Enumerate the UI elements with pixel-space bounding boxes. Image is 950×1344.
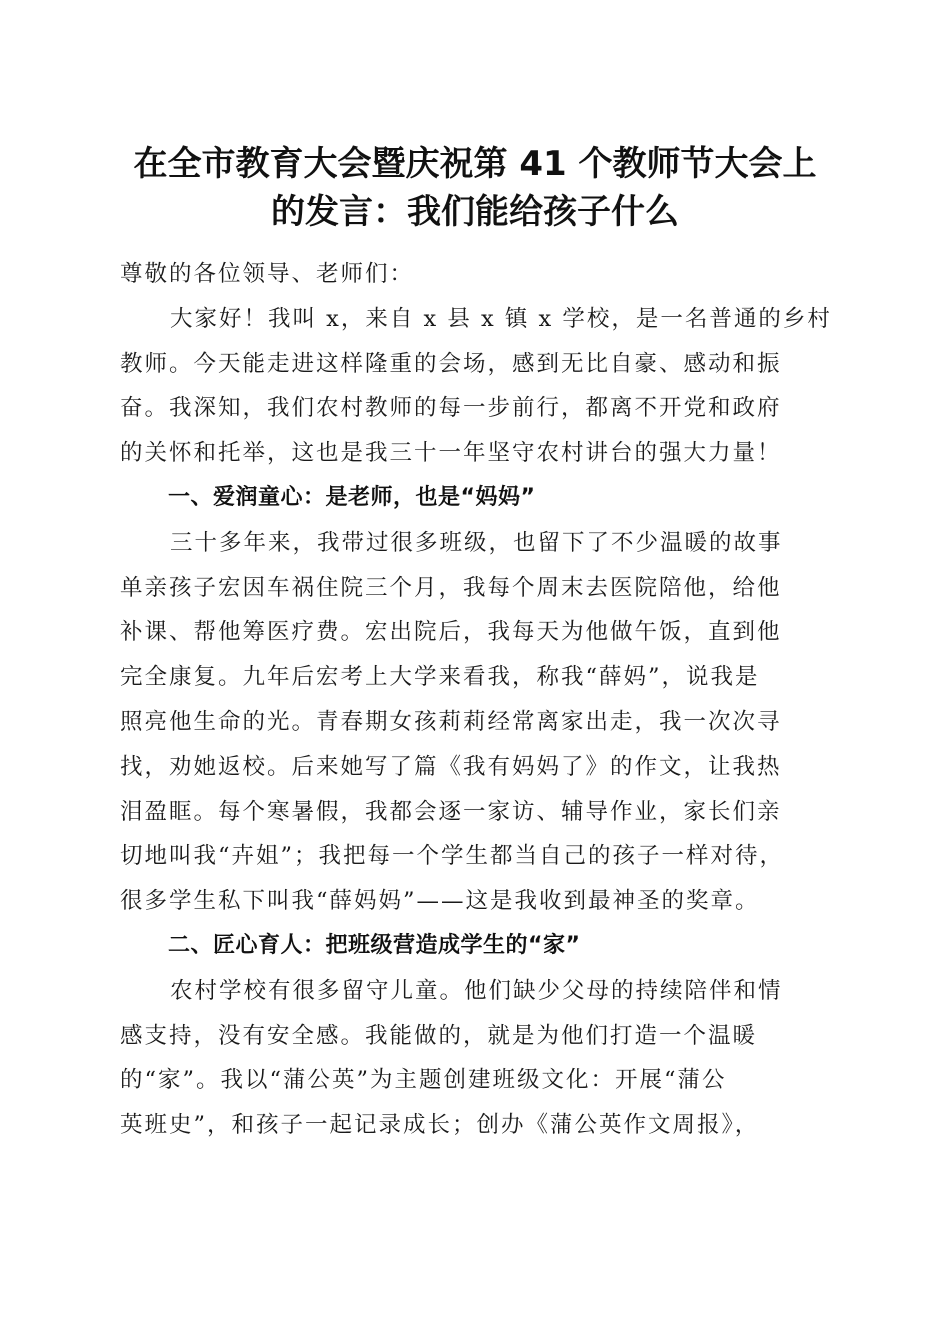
title-line-1: 在全市教育大会暨庆祝第 41 个教师节大会上	[133, 144, 817, 184]
paragraph-line: 照亮他生命的光。青春期女孩莉莉经常离家出走，我一次次寻	[120, 708, 782, 735]
document-body	[120, 252, 832, 1148]
document-title	[110, 140, 840, 236]
section-heading-1: 一、爱润童心：是老师，也是“妈妈”	[168, 484, 536, 510]
paragraph-line: 的关怀和托举，这也是我三十一年坚守农村讲台的强大力量！	[120, 440, 782, 467]
paragraph-line: 农村学校有很多留守儿童。他们缺少父母的持续陪伴和情	[170, 977, 783, 1004]
paragraph-line: 切地叫我“卉姐”；我把每一个学生都当自己的孩子一样对待，	[120, 843, 785, 870]
paragraph-line: 完全康复。九年后宏考上大学来看我，称我“薛妈”，说我是	[120, 664, 760, 691]
paragraph-line: 三十多年来，我带过很多班级，也留下了不少温暖的故事	[170, 529, 783, 556]
section-heading-2: 二、匠心育人：把班级营造成学生的“家”	[168, 932, 581, 958]
paragraph-line: 教师。今天能走进这样隆重的会场，感到无比自豪、感动和振	[120, 350, 782, 377]
paragraph-line: 泪盈眶。每个寒暑假，我都会逐一家访、辅导作业，家长们亲	[120, 798, 782, 825]
paragraph-line: 英班史”，和孩子一起记录成长；创办《蒲公英作文周报》，	[120, 1112, 760, 1139]
title-line-2: 的发言：我们能给孩子什么	[271, 192, 679, 232]
paragraph-line: 很多学生私下叫我“薛妈妈”——这是我收到最神圣的奖章。	[120, 888, 760, 915]
paragraph-line: 单亲孩子宏因车祸住院三个月，我每个周末去医院陪他，给他	[120, 574, 782, 601]
paragraph-line: 大家好！我叫 x，来自 x 县 x 镇 x 学校，是一名普通的乡村	[170, 305, 832, 332]
paragraph-line: 奋。我深知，我们农村教师的每一步前行，都离不开党和政府	[120, 395, 782, 422]
paragraph-line: 找，劝她返校。后来她写了篇《我有妈妈了》的作文，让我热	[120, 753, 782, 780]
paragraph-line: 的“家”。我以“蒲公英”为主题创建班级文化：开展“蒲公	[120, 1067, 727, 1094]
paragraph-line: 补课、帮他筹医疗费。宏出院后，我每天为他做午饭，直到他	[120, 619, 782, 646]
paragraph-line: 感支持，没有安全感。我能做的，就是为他们打造一个温暖	[120, 1022, 758, 1049]
salutation: 尊敬的各位领导、老师们：	[120, 261, 415, 287]
